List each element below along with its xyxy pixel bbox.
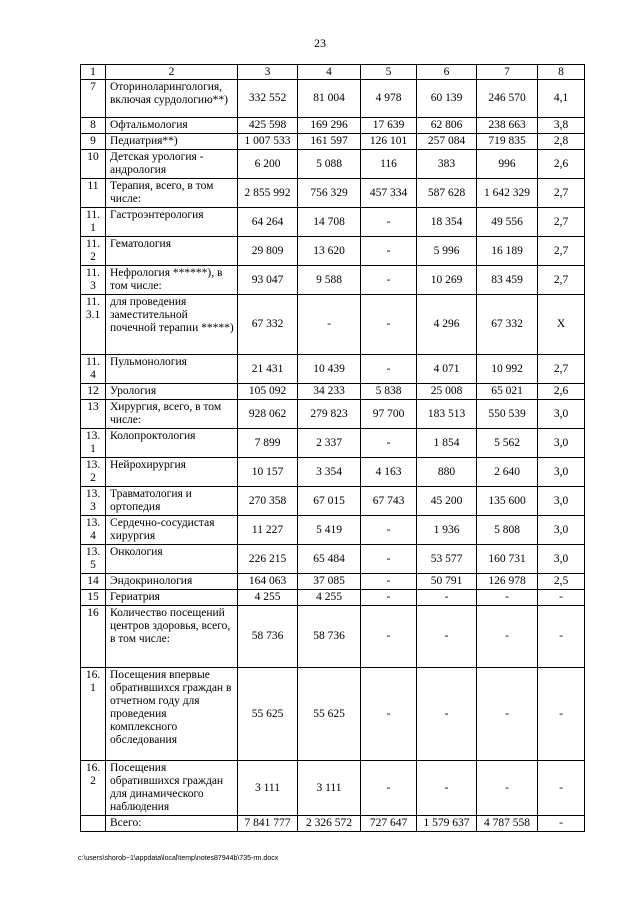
- value-cell: -: [361, 761, 417, 816]
- value-cell: 1 854: [417, 429, 477, 458]
- table-row: [81, 606, 585, 668]
- header-cell: 1: [81, 65, 106, 80]
- value-cell: -: [361, 516, 417, 545]
- value-cell: 246 570: [477, 80, 538, 118]
- value-cell: 9 588: [298, 266, 361, 295]
- row-number-cell: [81, 816, 106, 832]
- value-cell: -: [477, 606, 538, 668]
- value-cell: 226 215: [238, 545, 298, 574]
- value-cell: 126 101: [361, 134, 417, 150]
- value-cell: -: [538, 668, 585, 761]
- value-cell: -: [361, 237, 417, 266]
- value-cell: -: [361, 574, 417, 590]
- table-row: [81, 487, 585, 516]
- row-name-cell: Эндокринология: [106, 574, 238, 590]
- value-cell: 383: [417, 150, 477, 179]
- value-cell: -: [298, 295, 361, 355]
- row-number-cell: 11.3.1: [81, 295, 106, 355]
- value-cell: 13 620: [298, 237, 361, 266]
- table-row: [81, 80, 585, 118]
- value-cell: 2,6: [538, 150, 585, 179]
- value-cell: 4 071: [417, 355, 477, 384]
- header-cell: 7: [477, 65, 538, 80]
- value-cell: 83 459: [477, 266, 538, 295]
- value-cell: 11 227: [238, 516, 298, 545]
- row-name-cell: Гематология: [106, 237, 238, 266]
- value-cell: 4 255: [238, 590, 298, 606]
- value-cell: 37 085: [298, 574, 361, 590]
- value-cell: 550 539: [477, 400, 538, 429]
- value-cell: -: [361, 295, 417, 355]
- value-cell: 67 332: [238, 295, 298, 355]
- row-number-cell: 8: [81, 118, 106, 134]
- value-cell: 5 808: [477, 516, 538, 545]
- row-number-cell: 13: [81, 400, 106, 429]
- value-cell: 81 004: [298, 80, 361, 118]
- value-cell: -: [538, 761, 585, 816]
- statistics-table: [80, 64, 585, 832]
- row-name-cell: Хирургия, всего, в том числе:: [106, 400, 238, 429]
- value-cell: 719 835: [477, 134, 538, 150]
- value-cell: -: [361, 590, 417, 606]
- value-cell: 65 484: [298, 545, 361, 574]
- value-cell: 3,0: [538, 545, 585, 574]
- value-cell: 6 200: [238, 150, 298, 179]
- value-cell: 4 296: [417, 295, 477, 355]
- value-cell: 928 062: [238, 400, 298, 429]
- row-name-cell: Всего:: [106, 816, 238, 832]
- value-cell: 67 743: [361, 487, 417, 516]
- table-row: [81, 816, 585, 832]
- value-cell: -: [361, 266, 417, 295]
- value-cell: 4 978: [361, 80, 417, 118]
- row-name-cell: Сердечно-сосудистая хирургия: [106, 516, 238, 545]
- row-name-cell: Урология: [106, 384, 238, 400]
- table-row: [81, 458, 585, 487]
- value-cell: 10 269: [417, 266, 477, 295]
- value-cell: 2,7: [538, 237, 585, 266]
- value-cell: 4 163: [361, 458, 417, 487]
- header-cell: 3: [238, 65, 298, 80]
- value-cell: 2 640: [477, 458, 538, 487]
- value-cell: 2 337: [298, 429, 361, 458]
- value-cell: -: [538, 606, 585, 668]
- table-row: [81, 179, 585, 208]
- row-number-cell: 12: [81, 384, 106, 400]
- row-number-cell: 10: [81, 150, 106, 179]
- row-name-cell: Колопроктология: [106, 429, 238, 458]
- value-cell: 4,1: [538, 80, 585, 118]
- row-number-cell: 15: [81, 590, 106, 606]
- row-name-cell: Посещения обратившихся граждан для динамического наблюдения: [106, 761, 238, 816]
- table-row: [81, 134, 585, 150]
- value-cell: 5 838: [361, 384, 417, 400]
- row-number-cell: 13.1: [81, 429, 106, 458]
- value-cell: 3,0: [538, 400, 585, 429]
- row-number-cell: 7: [81, 80, 106, 118]
- table-row: [81, 208, 585, 237]
- value-cell: 257 084: [417, 134, 477, 150]
- row-number-cell: 11.1: [81, 208, 106, 237]
- value-cell: 169 296: [298, 118, 361, 134]
- value-cell: 45 200: [417, 487, 477, 516]
- value-cell: 4 787 558: [477, 816, 538, 832]
- table-header-row: [81, 65, 585, 80]
- row-number-cell: 11.3: [81, 266, 106, 295]
- row-name-cell: Онкология: [106, 545, 238, 574]
- value-cell: 10 992: [477, 355, 538, 384]
- value-cell: 3,0: [538, 487, 585, 516]
- value-cell: 3,8: [538, 118, 585, 134]
- table-row: [81, 400, 585, 429]
- value-cell: 116: [361, 150, 417, 179]
- page-number: 23: [314, 36, 326, 50]
- value-cell: 332 552: [238, 80, 298, 118]
- value-cell: 2,7: [538, 355, 585, 384]
- value-cell: -: [417, 761, 477, 816]
- row-number-cell: 11: [81, 179, 106, 208]
- value-cell: 14 708: [298, 208, 361, 237]
- value-cell: 18 354: [417, 208, 477, 237]
- row-name-cell: Количество посещений центров здоровья, всего, в том числе:: [106, 606, 238, 668]
- row-number-cell: 13.4: [81, 516, 106, 545]
- value-cell: 67 015: [298, 487, 361, 516]
- row-number-cell: 16: [81, 606, 106, 668]
- value-cell: 25 008: [417, 384, 477, 400]
- header-cell: 6: [417, 65, 477, 80]
- value-cell: 279 823: [298, 400, 361, 429]
- value-cell: -: [538, 816, 585, 832]
- row-number-cell: 11.4: [81, 355, 106, 384]
- value-cell: 4 255: [298, 590, 361, 606]
- value-cell: 55 625: [298, 668, 361, 761]
- value-cell: 3,0: [538, 516, 585, 545]
- value-cell: -: [477, 761, 538, 816]
- file-path-footer: c:\users\shorob~1\appdata\local\temp\notes87944b\735-rm.docx: [78, 855, 279, 862]
- value-cell: 425 598: [238, 118, 298, 134]
- table-row: [81, 574, 585, 590]
- value-cell: 5 562: [477, 429, 538, 458]
- value-cell: 34 233: [298, 384, 361, 400]
- row-number-cell: 16.1: [81, 668, 106, 761]
- value-cell: 2,5: [538, 574, 585, 590]
- value-cell: 49 556: [477, 208, 538, 237]
- value-cell: 756 329: [298, 179, 361, 208]
- value-cell: 60 139: [417, 80, 477, 118]
- value-cell: 65 021: [477, 384, 538, 400]
- value-cell: 5 088: [298, 150, 361, 179]
- value-cell: 16 189: [477, 237, 538, 266]
- value-cell: 1 579 637: [417, 816, 477, 832]
- row-number-cell: 11.2: [81, 237, 106, 266]
- row-number-cell: 13.2: [81, 458, 106, 487]
- value-cell: 3,0: [538, 458, 585, 487]
- value-cell: 58 736: [238, 606, 298, 668]
- row-name-cell: Посещения впервые обратившихся граждан в отчетном году для проведения комплексного обследования: [106, 668, 238, 761]
- table-row: [81, 761, 585, 816]
- value-cell: 5 996: [417, 237, 477, 266]
- value-cell: 161 597: [298, 134, 361, 150]
- value-cell: 10 439: [298, 355, 361, 384]
- row-number-cell: 9: [81, 134, 106, 150]
- value-cell: 55 625: [238, 668, 298, 761]
- row-number-cell: 13.3: [81, 487, 106, 516]
- row-name-cell: Пульмонология: [106, 355, 238, 384]
- value-cell: 17 639: [361, 118, 417, 134]
- value-cell: 183 513: [417, 400, 477, 429]
- value-cell: 93 047: [238, 266, 298, 295]
- table-row: [81, 150, 585, 179]
- value-cell: 29 809: [238, 237, 298, 266]
- value-cell: 457 334: [361, 179, 417, 208]
- row-name-cell: Педиатрия**): [106, 134, 238, 150]
- value-cell: -: [361, 668, 417, 761]
- value-cell: 1 007 533: [238, 134, 298, 150]
- table-row: [81, 355, 585, 384]
- table-row: [81, 668, 585, 761]
- value-cell: 135 600: [477, 487, 538, 516]
- value-cell: 3,0: [538, 429, 585, 458]
- value-cell: 3 111: [298, 761, 361, 816]
- row-number-cell: 14: [81, 574, 106, 590]
- value-cell: 2,7: [538, 208, 585, 237]
- value-cell: 97 700: [361, 400, 417, 429]
- header-cell: 8: [538, 65, 585, 80]
- value-cell: -: [477, 590, 538, 606]
- header-cell: 4: [298, 65, 361, 80]
- row-name-cell: Нейрохирургия: [106, 458, 238, 487]
- value-cell: -: [361, 208, 417, 237]
- row-name-cell: Травматология и ортопедия: [106, 487, 238, 516]
- value-cell: 880: [417, 458, 477, 487]
- value-cell: 1 936: [417, 516, 477, 545]
- value-cell: 2 326 572: [298, 816, 361, 832]
- value-cell: 21 431: [238, 355, 298, 384]
- table-row: [81, 516, 585, 545]
- row-name-cell: Гериатрия: [106, 590, 238, 606]
- table-row: [81, 237, 585, 266]
- value-cell: 1 642 329: [477, 179, 538, 208]
- value-cell: -: [477, 668, 538, 761]
- value-cell: 62 806: [417, 118, 477, 134]
- table-row: [81, 429, 585, 458]
- table-body: [81, 65, 585, 832]
- table-row: [81, 295, 585, 355]
- value-cell: -: [361, 545, 417, 574]
- row-name-cell: Оториноларингология, включая сурдологию**): [106, 80, 238, 118]
- value-cell: 67 332: [477, 295, 538, 355]
- value-cell: 3 111: [238, 761, 298, 816]
- row-name-cell: Гастроэнтерология: [106, 208, 238, 237]
- value-cell: 587 628: [417, 179, 477, 208]
- value-cell: -: [361, 606, 417, 668]
- value-cell: 2 855 992: [238, 179, 298, 208]
- value-cell: 5 419: [298, 516, 361, 545]
- value-cell: 10 157: [238, 458, 298, 487]
- value-cell: 3 354: [298, 458, 361, 487]
- value-cell: 164 063: [238, 574, 298, 590]
- value-cell: -: [538, 590, 585, 606]
- value-cell: 2,8: [538, 134, 585, 150]
- value-cell: -: [417, 668, 477, 761]
- row-number-cell: 13.5: [81, 545, 106, 574]
- table-row: [81, 590, 585, 606]
- value-cell: 7 841 777: [238, 816, 298, 832]
- table-row: [81, 545, 585, 574]
- value-cell: Х: [538, 295, 585, 355]
- value-cell: -: [417, 606, 477, 668]
- table-row: [81, 384, 585, 400]
- value-cell: 270 358: [238, 487, 298, 516]
- value-cell: 2,7: [538, 179, 585, 208]
- value-cell: 126 978: [477, 574, 538, 590]
- value-cell: 996: [477, 150, 538, 179]
- value-cell: 105 092: [238, 384, 298, 400]
- table-row: [81, 266, 585, 295]
- value-cell: 53 577: [417, 545, 477, 574]
- value-cell: 50 791: [417, 574, 477, 590]
- value-cell: 7 899: [238, 429, 298, 458]
- row-name-cell: Терапия, всего, в том числе:: [106, 179, 238, 208]
- header-cell: 2: [106, 65, 238, 80]
- value-cell: 160 731: [477, 545, 538, 574]
- value-cell: -: [417, 590, 477, 606]
- value-cell: 2,7: [538, 266, 585, 295]
- row-name-cell: для проведения заместительной почечной терапии *****): [106, 295, 238, 355]
- row-name-cell: Нефрология ******), в том числе:: [106, 266, 238, 295]
- row-number-cell: 16.2: [81, 761, 106, 816]
- value-cell: 2,6: [538, 384, 585, 400]
- header-cell: 5: [361, 65, 417, 80]
- value-cell: 58 736: [298, 606, 361, 668]
- value-cell: 64 264: [238, 208, 298, 237]
- value-cell: 727 647: [361, 816, 417, 832]
- row-name-cell: Офтальмология: [106, 118, 238, 134]
- table-row: [81, 118, 585, 134]
- row-name-cell: Детская урология - андрология: [106, 150, 238, 179]
- value-cell: 238 663: [477, 118, 538, 134]
- value-cell: -: [361, 355, 417, 384]
- value-cell: -: [361, 429, 417, 458]
